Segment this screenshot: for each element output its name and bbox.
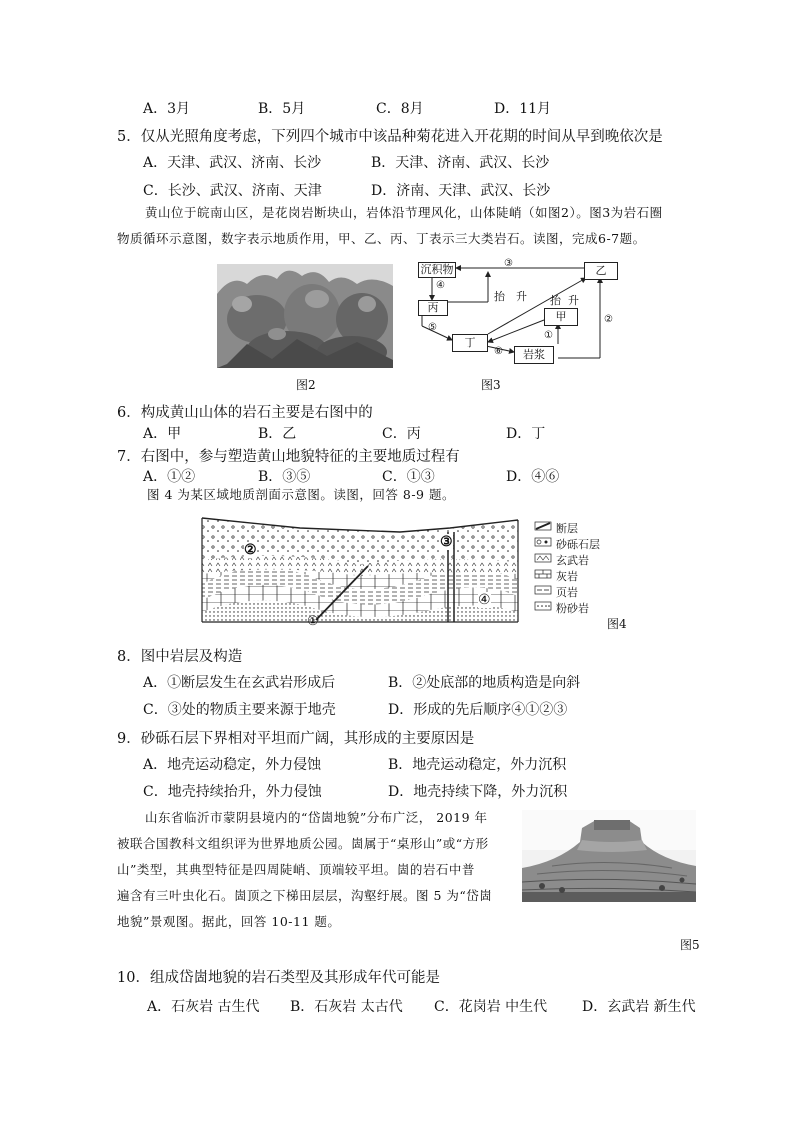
q4-option-b: B．5月	[258, 101, 306, 117]
figure-2-caption: 图2	[296, 378, 316, 392]
q7-option-d: D．④⑥	[506, 469, 560, 485]
q7-option-c: C．①③	[382, 469, 435, 485]
q8-option-c: C．③处的物质主要来源于地壳	[143, 702, 336, 718]
q5-option-d: D．济南、天津、武汉、长沙	[371, 183, 551, 199]
fig4-legend-limestone: 灰岩	[556, 570, 578, 583]
q4-option-c: C．8月	[376, 101, 424, 117]
q10-option-b: B．石灰岩 太古代	[290, 999, 403, 1015]
figure-5-caption: 图5	[680, 938, 700, 952]
intro-6-7-line2: 物质循环示意图，数字表示地质作用，甲、乙、丙、丁表示三大类岩石。读图，完成6-7题。	[117, 231, 646, 246]
fig4-marker-2: ②	[244, 542, 257, 558]
fig4-marker-3: ③	[440, 534, 453, 550]
q9-option-b: B．地壳运动稳定，外力沉积	[388, 757, 567, 773]
fig3-label-uplift3: 抬	[550, 294, 561, 307]
fig3-label-1: ①	[544, 330, 553, 341]
intro-10-11-line5: 地貌”景观图。据此，回答 10-11 题。	[117, 914, 341, 929]
q6-option-a: A．甲	[143, 426, 182, 442]
q4-option-a: A．3月	[143, 101, 191, 117]
fig4-legend-fault: 断层	[556, 522, 578, 535]
q10-stem: 10．组成岱崮地貌的岩石类型及其形成年代可能是	[117, 970, 440, 986]
fig3-label-2: ②	[604, 314, 613, 325]
fig4-legend-shale: 页岩	[556, 586, 578, 599]
fig3-label-uplift1: 抬	[494, 290, 505, 303]
fig4-marker-4: ④	[478, 592, 491, 608]
fig3-label-6: ⑥	[494, 346, 503, 357]
fig3-label-4: ④	[436, 280, 445, 291]
fig3-box-yi: 乙	[584, 262, 618, 280]
fig4-legend-siltstone: 粉砂岩	[556, 602, 589, 615]
q9-option-c: C．地壳持续抬升，外力侵蚀	[143, 784, 322, 800]
fig3-box-jia: 甲	[544, 308, 578, 326]
q9-option-a: A．地壳运动稳定，外力侵蚀	[143, 757, 322, 773]
q6-option-d: D．丁	[506, 426, 546, 442]
q4-option-d: D．11月	[494, 101, 552, 117]
figure-4-legend	[534, 520, 634, 620]
q9-option-d: D．地壳持续下降，外力沉积	[388, 784, 568, 800]
fig4-legend-basalt: 玄武岩	[556, 554, 589, 567]
q10-option-a: A．石灰岩 古生代	[147, 999, 260, 1015]
intro-10-11-line2: 被联合国教科文组织评为世界地质公园。崮属于“桌形山”或“方形	[117, 836, 489, 851]
fig3-label-uplift4: 升	[568, 294, 579, 307]
q5-option-a: A．天津、武汉、济南、长沙	[143, 155, 322, 171]
intro-6-7-line1: 黄山位于皖南山区，是花岗岩断块山，岩体沿节理风化，山体陡峭（如图2）。图3为岩石圈	[145, 205, 663, 220]
q8-option-b: B．②处底部的地质构造是向斜	[388, 675, 581, 691]
fig3-box-magma: 岩浆	[514, 346, 554, 364]
q8-option-d: D．形成的先后顺序④①②③	[388, 702, 568, 718]
fig3-label-5: ⑤	[428, 322, 437, 333]
figure-4-diagram	[200, 514, 520, 629]
q8-stem: 8．图中岩层及构造	[117, 649, 243, 665]
q5-option-b: B．天津、济南、武汉、长沙	[371, 155, 550, 171]
fig3-label-uplift2: 升	[516, 290, 527, 303]
figure-5-photo	[522, 810, 696, 902]
figure-2-photo	[217, 264, 393, 368]
q9-stem: 9．砂砾石层下界相对平坦而广阔，其形成的主要原因是	[117, 731, 475, 747]
figure-3-caption: 图3	[481, 378, 501, 392]
q6-option-b: B．乙	[258, 426, 297, 442]
intro-10-11-line4: 遍含有三叶虫化石。崮顶之下梯田层层，沟壑纡展。图 5 为“岱崮	[117, 888, 493, 903]
q7-option-b: B．③⑤	[258, 469, 311, 485]
fig3-label-3: ③	[504, 258, 513, 269]
q7-option-a: A．①②	[143, 469, 196, 485]
q5-option-c: C．长沙、武汉、济南、天津	[143, 183, 322, 199]
q6-option-c: C．丙	[382, 426, 421, 442]
figure-4-caption: 图4	[607, 617, 627, 631]
intro-10-11-line1: 山东省临沂市蒙阴县境内的“岱崮地貌”分布广泛， 2019 年	[145, 810, 488, 825]
q8-option-a: A．①断层发生在玄武岩形成后	[143, 675, 336, 691]
fig4-legend-gravel: 砂砾石层	[556, 538, 600, 551]
fig3-box-ding: 丁	[452, 334, 488, 352]
fig4-marker-1: ①	[307, 614, 319, 629]
q7-stem: 7．右图中，参与塑造黄山地貌特征的主要地质过程有	[117, 449, 460, 465]
fig3-box-bing: 丙	[418, 300, 448, 316]
intro-10-11-line3: 山”类型，其典型特征是四周陡峭、顶端较平坦。崮的岩石中普	[117, 862, 475, 877]
intro-8-9: 图 4 为某区域地质剖面示意图。读图，回答 8-9 题。	[147, 487, 455, 502]
fig3-box-sediment: 沉积物	[418, 262, 456, 278]
q5-stem: 5．仅从光照角度考虑，下列四个城市中该品种菊花进入开花期的时间从早到晚依次是	[117, 129, 663, 145]
figure-3-diagram	[418, 258, 618, 370]
q10-option-c: C．花岗岩 中生代	[434, 999, 548, 1015]
q10-option-d: D．玄武岩 新生代	[582, 999, 696, 1015]
q6-stem: 6．构成黄山山体的岩石主要是右图中的	[117, 405, 373, 421]
